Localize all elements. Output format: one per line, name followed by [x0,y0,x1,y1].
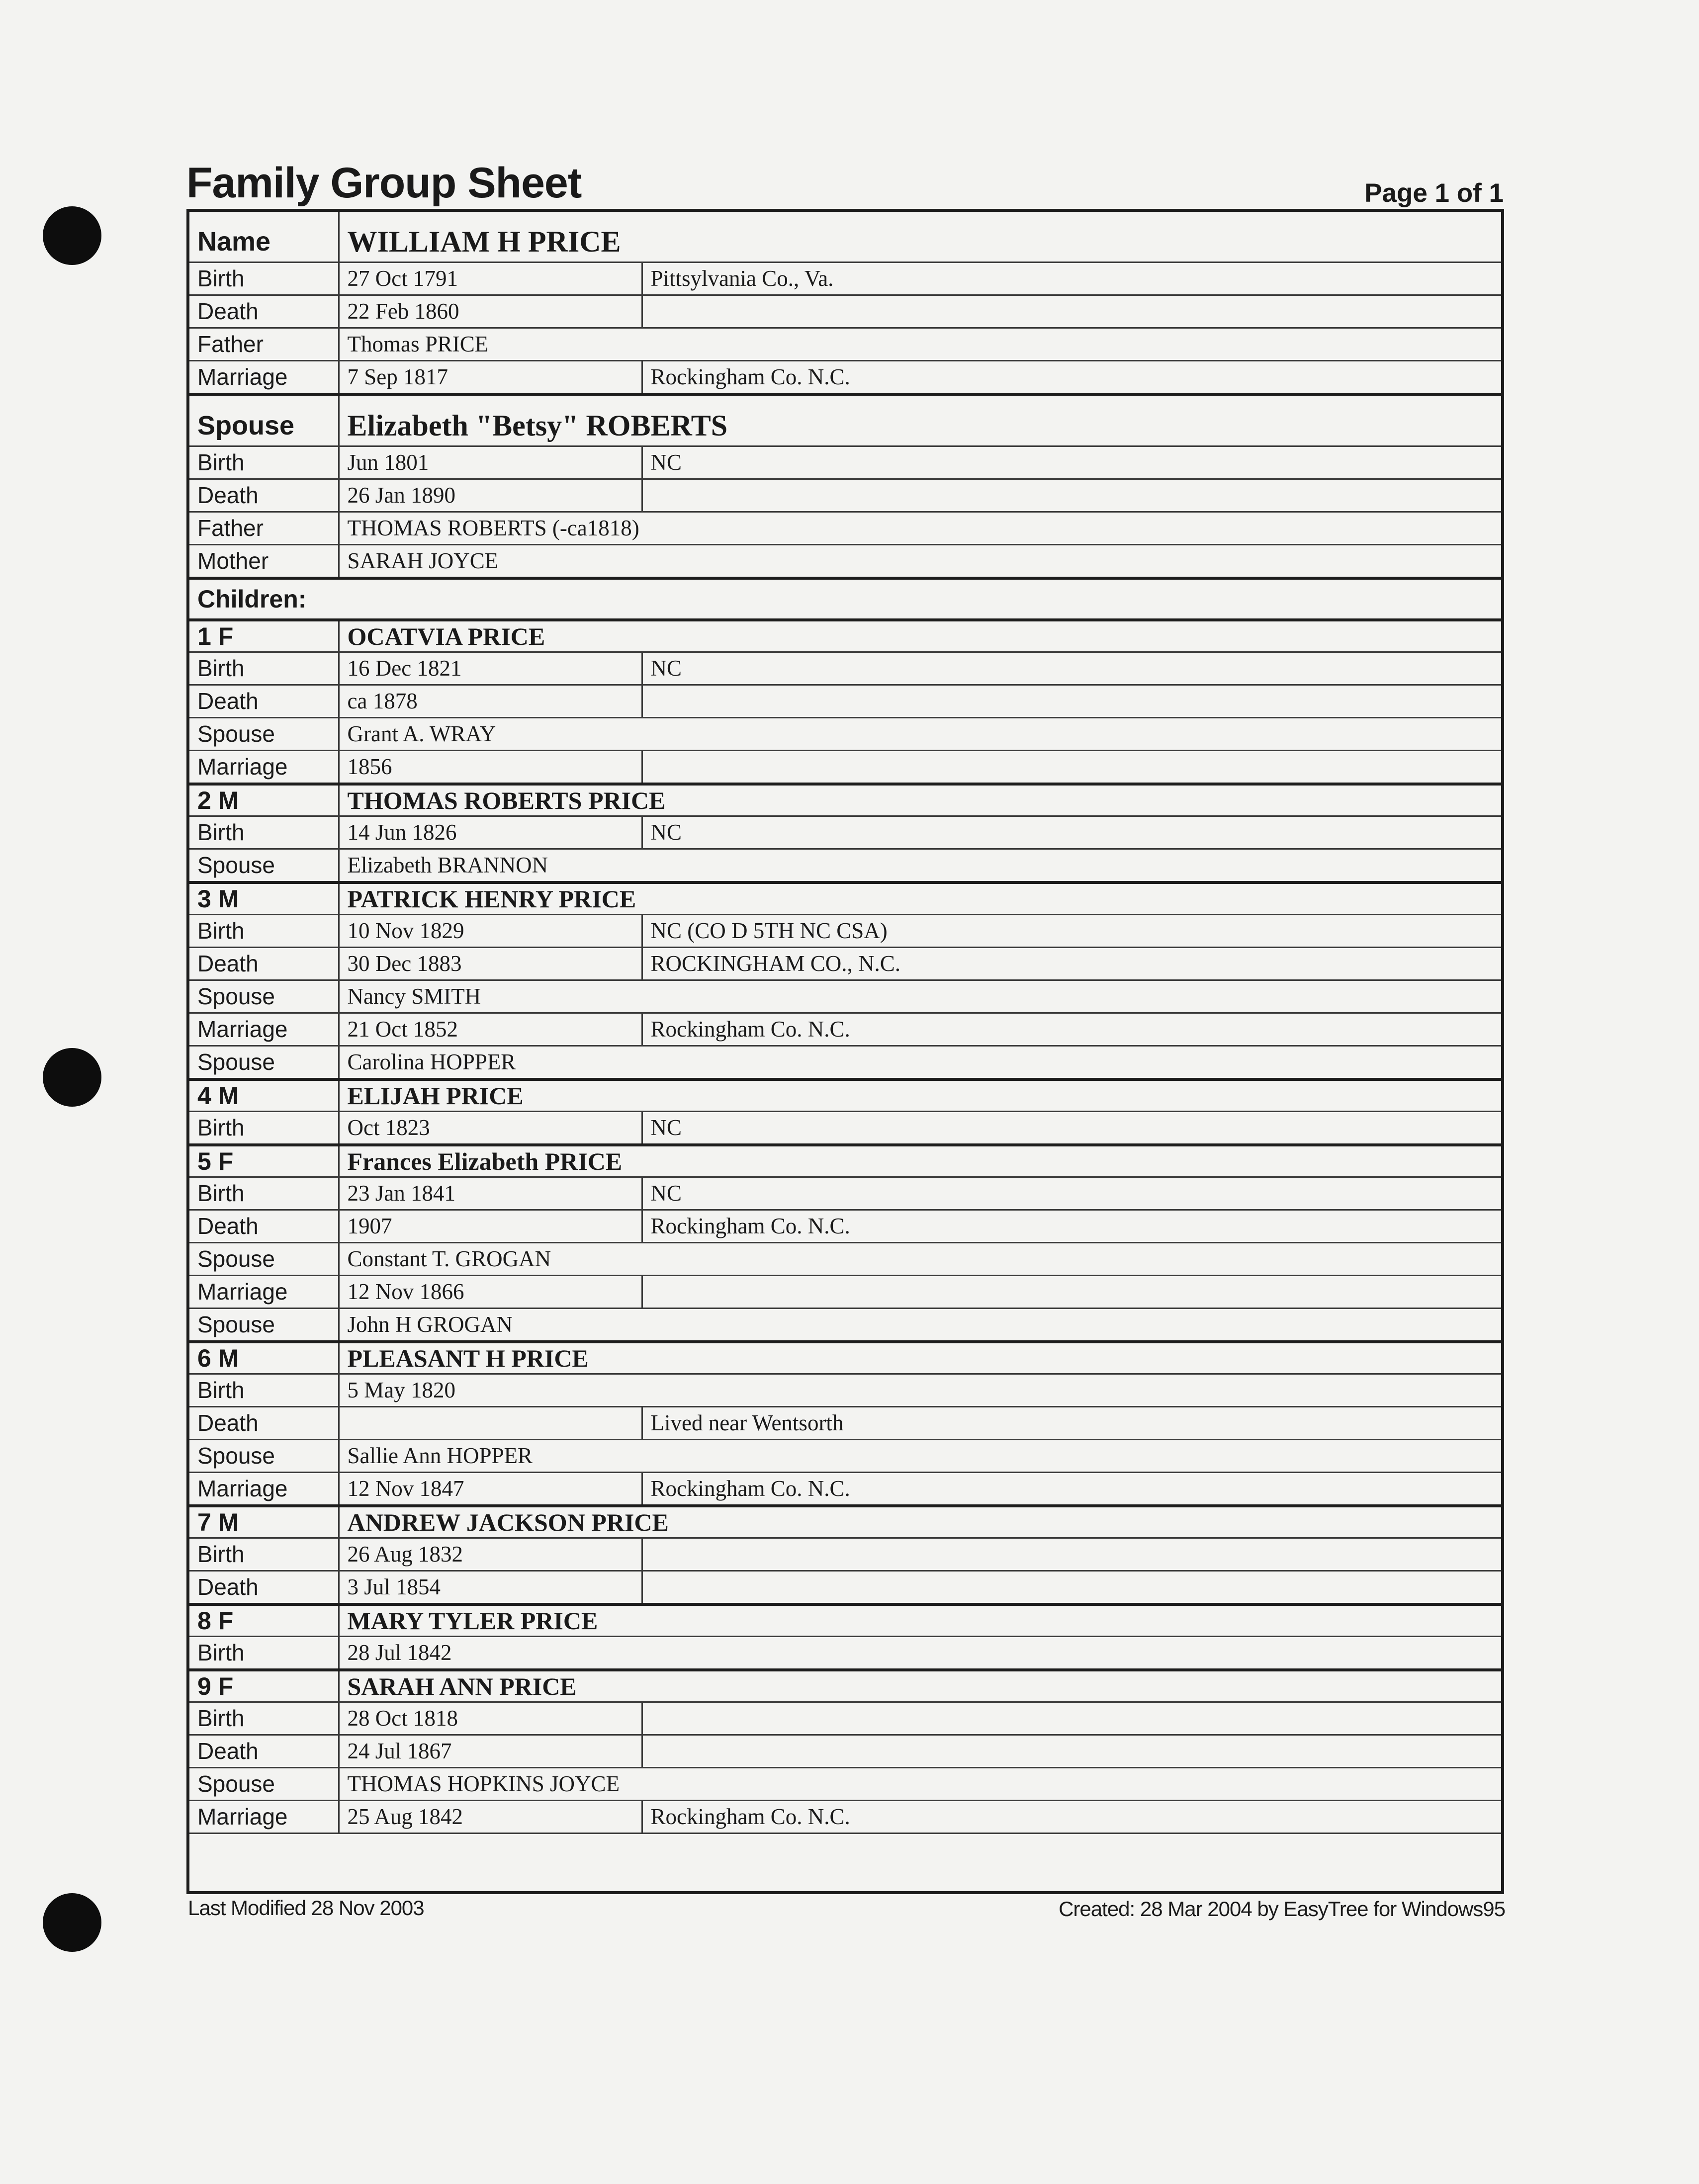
event-row [189,361,1501,395]
created-credit: Created: 28 Mar 2004 by EasyTree for Windows95 [1059,1897,1505,1921]
event-label: Spouse [189,1768,339,1801]
event-label: Death [189,1210,339,1243]
event-place: Rockingham Co. N.C. [642,1013,1501,1046]
person-name: WILLIAM H PRICE [339,212,1501,262]
event-date: Oct 1823 [339,1112,642,1145]
event-row [189,1735,1501,1768]
person-name: ANDREW JACKSON PRICE [339,1506,1501,1538]
event-place [642,1702,1501,1735]
event-label: Birth [189,1112,339,1145]
row-label: 6 M [189,1342,339,1374]
event-row [189,751,1501,785]
event-value: SARAH JOYCE [339,545,1501,579]
event-place [642,1276,1501,1309]
row-label: 2 M [189,784,339,816]
blank-cell [189,1834,1501,1873]
punch-hole-bottom [43,1893,101,1952]
event-date: 14 Jun 1826 [339,816,642,849]
page-title: Family Group Sheet [186,159,582,207]
event-value: Constant T. GROGAN [339,1243,1501,1276]
event-row [189,1440,1501,1473]
event-label: Death [189,479,339,512]
child-header [189,882,1501,915]
event-date: 7 Sep 1817 [339,361,642,395]
event-row [189,1571,1501,1605]
event-place: NC (CO D 5TH NC CSA) [642,915,1501,948]
event-row [189,685,1501,718]
event-row [189,1243,1501,1276]
event-row [189,1210,1501,1243]
child-header [189,1145,1501,1177]
event-row [189,980,1501,1013]
row-label: Spouse [189,394,339,446]
event-row [189,1801,1501,1834]
event-label: Spouse [189,1440,339,1473]
row-label: 4 M [189,1079,339,1112]
punch-hole-top [43,206,101,265]
row-label: 9 F [189,1670,339,1702]
event-place: NC [642,816,1501,849]
event-place [642,1735,1501,1768]
event-label: Birth [189,816,339,849]
event-value: Grant A. WRAY [339,718,1501,751]
event-row [189,1112,1501,1145]
row-label: 3 M [189,882,339,915]
event-row [189,295,1501,328]
event-label: Birth [189,1374,339,1407]
event-row [189,816,1501,849]
person-name: THOMAS ROBERTS PRICE [339,784,1501,816]
person-name: SARAH ANN PRICE [339,1670,1501,1702]
row-label: 5 F [189,1145,339,1177]
event-date: 23 Jan 1841 [339,1177,642,1210]
event-label: Birth [189,915,339,948]
children-heading: Children: [189,578,1501,620]
person-name: ELIJAH PRICE [339,1079,1501,1112]
event-date: 28 Oct 1818 [339,1702,642,1735]
row-label: Name [197,227,271,257]
event-row [189,1407,1501,1440]
event-date: 12 Nov 1847 [339,1473,642,1506]
event-label: Death [189,295,339,328]
event-row [189,1013,1501,1046]
event-value: Carolina HOPPER [339,1046,1501,1080]
event-label: Marriage [189,1013,339,1046]
event-place: Rockingham Co. N.C. [642,1801,1501,1834]
child-header [189,1670,1501,1702]
event-label: Marriage [189,361,339,395]
event-date: 10 Nov 1829 [339,915,642,948]
children-heading-row [189,578,1501,620]
event-date: 21 Oct 1852 [339,1013,642,1046]
event-label: Spouse [189,1309,339,1342]
event-value: THOMAS ROBERTS (-ca1818) [339,512,1501,545]
event-label: Birth [189,1637,339,1670]
event-label: Spouse [189,849,339,883]
event-label: Spouse [189,718,339,751]
event-row [189,1309,1501,1342]
husband-header [189,212,1501,262]
event-label: Death [189,1407,339,1440]
event-date: Jun 1801 [339,446,642,479]
event-label: Spouse [189,1046,339,1080]
event-date: 22 Feb 1860 [339,295,642,328]
event-date: ca 1878 [339,685,642,718]
family-group-table [186,209,1504,1894]
event-place: NC [642,1112,1501,1145]
event-date: 16 Dec 1821 [339,652,642,685]
event-place: Rockingham Co. N.C. [642,1473,1501,1506]
row-label: 7 M [189,1506,339,1538]
event-date: 25 Aug 1842 [339,1801,642,1834]
event-label: Birth [189,262,339,295]
event-row [189,1768,1501,1801]
event-place [642,1538,1501,1571]
event-label: Marriage [189,751,339,785]
event-value: 28 Jul 1842 [339,1637,1501,1670]
event-place [642,1571,1501,1605]
event-row [189,1276,1501,1309]
event-date: 26 Aug 1832 [339,1538,642,1571]
punch-hole-middle [43,1048,101,1107]
event-label: Death [189,948,339,980]
child-header [189,1079,1501,1112]
child-header [189,1506,1501,1538]
child-header [189,1342,1501,1374]
event-label: Birth [189,1177,339,1210]
event-date: 30 Dec 1883 [339,948,642,980]
event-row [189,1046,1501,1080]
event-label: Birth [189,652,339,685]
event-row [189,262,1501,295]
person-name: PATRICK HENRY PRICE [339,882,1501,915]
person-name: OCATVIA PRICE [339,620,1501,652]
event-label: Marriage [189,1473,339,1506]
event-label: Death [189,1735,339,1768]
event-date: 26 Jan 1890 [339,479,642,512]
event-value: THOMAS HOPKINS JOYCE [339,1768,1501,1801]
event-date [339,1407,642,1440]
event-label: Death [189,1571,339,1605]
event-value: 5 May 1820 [339,1374,1501,1407]
event-row [189,948,1501,980]
event-date: 3 Jul 1854 [339,1571,642,1605]
event-date: 1907 [339,1210,642,1243]
event-row [189,328,1501,361]
event-value: Thomas PRICE [339,328,1501,361]
person-name: MARY TYLER PRICE [339,1604,1501,1637]
event-date: 1856 [339,751,642,785]
event-place: Rockingham Co. N.C. [642,1210,1501,1243]
event-place [642,295,1501,328]
event-place [642,685,1501,718]
event-row [189,1637,1501,1670]
event-place: NC [642,652,1501,685]
event-value: Nancy SMITH [339,980,1501,1013]
event-label: Birth [189,446,339,479]
row-label: 8 F [189,1604,339,1637]
page-number: Page 1 of 1 [1364,178,1504,208]
event-row [189,446,1501,479]
event-row [189,545,1501,579]
event-value: Sallie Ann HOPPER [339,1440,1501,1473]
event-row [189,1374,1501,1407]
event-place: Pittsylvania Co., Va. [642,262,1501,295]
event-place [642,479,1501,512]
last-modified: Last Modified 28 Nov 2003 [188,1896,424,1920]
event-label: Birth [189,1538,339,1571]
row-label: 1 F [189,620,339,652]
event-label: Death [189,685,339,718]
event-row [189,1702,1501,1735]
event-place: ROCKINGHAM CO., N.C. [642,948,1501,980]
event-row [189,915,1501,948]
event-label: Spouse [189,1243,339,1276]
person-name: Frances Elizabeth PRICE [339,1145,1501,1177]
child-header [189,784,1501,816]
blank-row [189,1834,1501,1873]
event-label: Spouse [189,980,339,1013]
event-label: Marriage [189,1276,339,1309]
event-label: Mother [189,545,339,579]
event-row [189,479,1501,512]
person-name: Elizabeth "Betsy" ROBERTS [339,394,1501,446]
event-value: Elizabeth BRANNON [339,849,1501,883]
event-date: 24 Jul 1867 [339,1735,642,1768]
event-row [189,1538,1501,1571]
event-label: Marriage [189,1801,339,1834]
event-label: Birth [189,1702,339,1735]
spouse-header [189,394,1501,446]
event-row [189,652,1501,685]
event-place: NC [642,446,1501,479]
child-header [189,620,1501,652]
event-value: John H GROGAN [339,1309,1501,1342]
event-place: Lived near Wentsorth [642,1407,1501,1440]
event-row [189,512,1501,545]
event-row [189,1473,1501,1506]
event-date: 12 Nov 1866 [339,1276,642,1309]
event-place [642,751,1501,785]
event-row [189,849,1501,883]
event-place: NC [642,1177,1501,1210]
event-place: Rockingham Co. N.C. [642,361,1501,395]
event-label: Father [189,512,339,545]
child-header [189,1604,1501,1637]
event-row [189,1177,1501,1210]
event-row [189,718,1501,751]
event-label: Father [189,328,339,361]
person-name: PLEASANT H PRICE [339,1342,1501,1374]
event-date: 27 Oct 1791 [339,262,642,295]
